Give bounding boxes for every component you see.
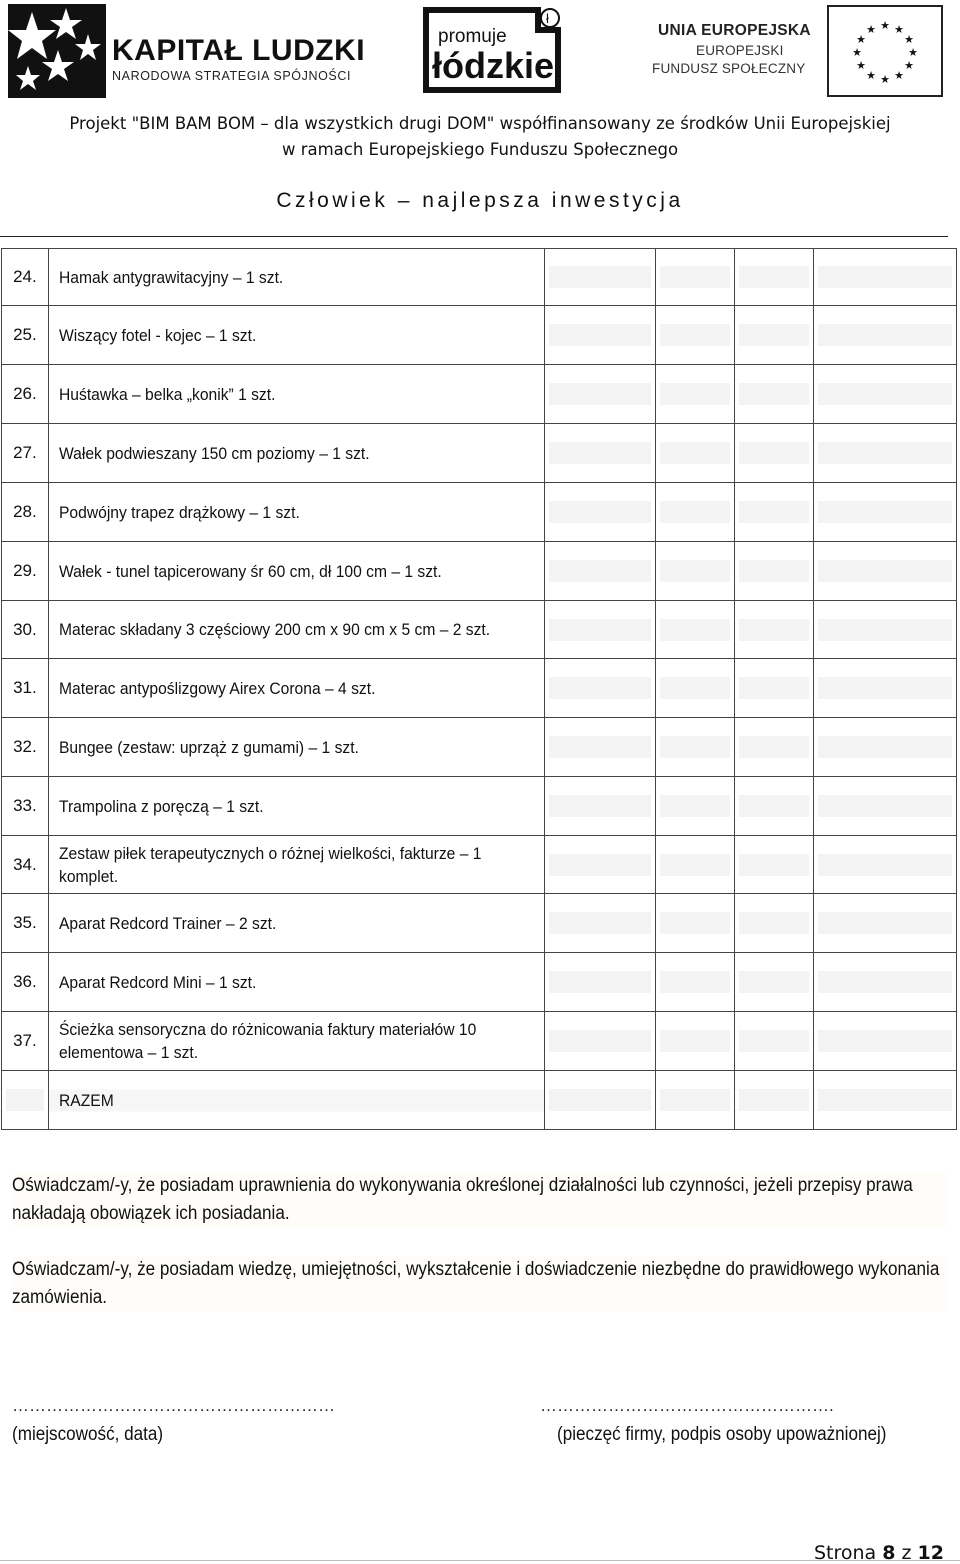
svg-text:★: ★: [856, 60, 866, 72]
price-cell-c4: [814, 718, 957, 777]
item-description: [48, 424, 545, 483]
price-cell-c1: [545, 365, 655, 424]
price-placeholder: [739, 560, 809, 582]
table-row: [2, 777, 957, 836]
item-description: [48, 542, 545, 601]
price-placeholder: [660, 736, 730, 758]
price-placeholder: [549, 912, 650, 934]
declaration-permissions-text: Oświadczam/-y, że posiadam uprawnienia do wykonywania określonej działalności lub czynności, jeżeli przepisy prawa nakładają obowiązek ich posiadania.: [12, 1175, 913, 1224]
item-description: [48, 601, 545, 659]
total-label-text: RAZEM: [58, 1090, 114, 1110]
price-cell-c3: [734, 601, 813, 659]
item-number: 34.: [2, 836, 49, 894]
price-cell-c3: [734, 659, 813, 718]
price-placeholder: [660, 619, 730, 641]
price-cell-c3: [734, 894, 813, 953]
item-description-text: Podwójny trapez drążkowy – 1 szt.: [58, 502, 300, 522]
item-number: 25.: [2, 306, 49, 365]
price-placeholder: [739, 795, 809, 817]
price-cell-c4: [814, 953, 957, 1012]
price-placeholder: [818, 501, 952, 523]
price-placeholder: [660, 266, 730, 288]
item-description-text: Bungee (zestaw: uprząż z gumami) – 1 szt.: [58, 737, 359, 757]
price-cell-c2: [655, 601, 734, 659]
item-description: [48, 953, 545, 1012]
item-description: [48, 659, 545, 718]
table-row: [2, 483, 957, 542]
item-number: 26.: [2, 365, 49, 424]
price-placeholder: [660, 324, 730, 346]
item-number: 37.: [2, 1012, 49, 1071]
price-cell-c3: [734, 836, 813, 894]
item-number: 30.: [2, 601, 49, 659]
price-placeholder: [660, 912, 730, 934]
price-cell-c4: [814, 836, 957, 894]
signature-dots-left: …………………………………………………: [12, 1396, 335, 1415]
price-cell-c1: [545, 249, 655, 306]
price-cell-c1: [545, 953, 655, 1012]
item-description-text: Ścieżka sensoryczna do różnicowania faktury materiałów 10 elementowa – 1 szt.: [58, 1020, 477, 1062]
kapital-ludzki-subtitle: NARODOWA STRATEGIA SPÓJNOŚCI: [112, 69, 352, 83]
price-cell-c4: [814, 306, 957, 365]
item-description-text: Wiszący fotel - kojec – 1 szt.: [58, 325, 257, 345]
price-placeholder: [549, 971, 650, 993]
price-placeholder: [739, 383, 809, 405]
price-cell-c3: [734, 483, 813, 542]
price-cell-c2: [655, 1071, 734, 1130]
price-cell-c1: [545, 424, 655, 483]
item-number: 35.: [2, 894, 49, 953]
declaration-knowledge: [12, 1256, 948, 1312]
price-cell-c2: [655, 542, 734, 601]
ue-line2: EUROPEJSKI: [696, 43, 784, 58]
item-number: 31.: [2, 659, 49, 718]
price-placeholder: [660, 1030, 730, 1052]
svg-text:★: ★: [904, 34, 914, 46]
table-row: [2, 659, 957, 718]
price-placeholder: [549, 619, 650, 641]
price-placeholder: [549, 854, 650, 876]
svg-text:★: ★: [880, 20, 890, 32]
price-placeholder: [660, 795, 730, 817]
price-cell-c2: [655, 1012, 734, 1071]
item-description-text: Aparat Redcord Mini – 1 szt.: [58, 972, 257, 992]
price-placeholder: [660, 560, 730, 582]
table-row: [2, 306, 957, 365]
svg-text:★: ★: [894, 24, 904, 36]
price-placeholder: [549, 1030, 650, 1052]
svg-text:★: ★: [908, 47, 918, 59]
header-divider: [0, 236, 948, 237]
item-description-text: Aparat Redcord Trainer – 2 szt.: [58, 913, 277, 933]
price-cell-c4: [814, 542, 957, 601]
price-cell-c3: [734, 1012, 813, 1071]
item-description: [48, 483, 545, 542]
item-description: [48, 365, 545, 424]
price-cell-c4: [814, 777, 957, 836]
kapital-ludzki-title: KAPITAŁ LUDZKI: [112, 34, 366, 67]
price-placeholder: [739, 971, 809, 993]
svg-text:★: ★: [894, 70, 904, 82]
price-cell-c1: [545, 1071, 655, 1130]
price-cell-c2: [655, 953, 734, 1012]
price-placeholder: [818, 383, 952, 405]
price-cell-c4: [814, 424, 957, 483]
price-cell-c3: [734, 718, 813, 777]
item-description-text: Hamak antygrawitacyjny – 1 szt.: [58, 267, 284, 287]
price-placeholder: [549, 795, 650, 817]
svg-text:★: ★: [904, 60, 914, 72]
price-placeholder: [818, 266, 952, 288]
item-number: 27.: [2, 424, 49, 483]
price-cell-c3: [734, 953, 813, 1012]
price-placeholder: [549, 736, 650, 758]
price-placeholder: [739, 1089, 809, 1111]
item-description-text: Materac antypoślizgowy Airex Corona – 4 szt.: [58, 678, 376, 698]
price-placeholder: [818, 560, 952, 582]
item-number: 28.: [2, 483, 49, 542]
item-description: [48, 777, 545, 836]
svg-text:★: ★: [852, 47, 862, 59]
item-description-text: Wałek podwieszany 150 cm poziomy – 1 szt.: [58, 443, 370, 463]
price-cell-c1: [545, 542, 655, 601]
price-placeholder: [818, 736, 952, 758]
price-cell-c1: [545, 836, 655, 894]
svg-text:ł: ł: [546, 11, 549, 26]
price-cell-c4: [814, 601, 957, 659]
price-cell-c4: [814, 365, 957, 424]
items-table: [1, 248, 957, 1130]
table-row: [2, 424, 957, 483]
promuje-lodzkie-logo-icon: [420, 6, 566, 94]
table-row: [2, 718, 957, 777]
price-cell-c1: [545, 659, 655, 718]
price-cell-c4: [814, 249, 957, 306]
price-placeholder: [818, 619, 952, 641]
item-description: [48, 836, 545, 894]
item-description-text: Trampolina z poręczą – 1 szt.: [58, 796, 264, 816]
price-cell-c4: [814, 659, 957, 718]
price-placeholder: [818, 1030, 952, 1052]
price-cell-c4: [814, 483, 957, 542]
price-placeholder: [739, 677, 809, 699]
item-number: 33.: [2, 777, 49, 836]
table-row: [2, 1012, 957, 1071]
ue-line3: FUNDUSZ SPOŁECZNY: [652, 61, 806, 76]
price-cell-c1: [545, 718, 655, 777]
price-placeholder: [739, 1030, 809, 1052]
footer-divider: [0, 1560, 960, 1561]
price-placeholder: [739, 266, 809, 288]
price-cell-c2: [655, 777, 734, 836]
price-cell-c1: [545, 483, 655, 542]
price-cell-c1: [545, 1012, 655, 1071]
price-placeholder: [739, 324, 809, 346]
price-cell-c3: [734, 306, 813, 365]
price-cell-c2: [655, 718, 734, 777]
item-description: [48, 1012, 545, 1071]
price-cell-c2: [655, 483, 734, 542]
kapital-ludzki-logo-icon: [8, 4, 106, 98]
price-placeholder: [818, 677, 952, 699]
price-placeholder: [660, 501, 730, 523]
price-placeholder: [549, 442, 650, 464]
price-cell-c4: [814, 1012, 957, 1071]
price-placeholder: [549, 501, 650, 523]
lodz-top-text: promuje: [438, 26, 507, 47]
price-cell-c3: [734, 249, 813, 306]
item-description: [48, 718, 545, 777]
svg-text:★: ★: [866, 24, 876, 36]
declaration-knowledge-text: Oświadczam/-y, że posiadam wiedzę, umiejętności, wykształcenie i doświadczenie niezbędne do prawidłowego wykonania zamówienia.: [12, 1259, 940, 1308]
header-logos: [0, 0, 960, 100]
price-cell-c4: [814, 894, 957, 953]
price-cell-c1: [545, 601, 655, 659]
svg-text:★: ★: [880, 74, 890, 86]
price-placeholder: [549, 266, 650, 288]
stamp-signature-label: (pieczęć firmy, podpis osoby upoważnionej): [557, 1424, 887, 1445]
price-placeholder: [818, 324, 952, 346]
price-cell-c3: [734, 424, 813, 483]
price-placeholder: [549, 560, 650, 582]
item-description: [48, 249, 545, 306]
price-cell-c1: [545, 894, 655, 953]
item-number: 32.: [2, 718, 49, 777]
item-description: [48, 894, 545, 953]
item-description-text: Materac składany 3 częściowy 200 cm x 90 cm x 5 cm – 2 szt.: [58, 620, 490, 639]
total-row: [2, 1071, 957, 1130]
total-placeholder: [6, 1089, 44, 1111]
svg-text:★: ★: [856, 34, 866, 46]
price-placeholder: [739, 442, 809, 464]
item-description-text: Huśtawka – belka „konik” 1 szt.: [58, 384, 276, 404]
price-placeholder: [739, 501, 809, 523]
price-placeholder: [739, 912, 809, 934]
price-placeholder: [739, 854, 809, 876]
price-placeholder: [739, 619, 809, 641]
table-row: [2, 542, 957, 601]
price-placeholder: [818, 971, 952, 993]
svg-text:★: ★: [866, 70, 876, 82]
declaration-permissions: [12, 1172, 948, 1228]
table-row: [2, 953, 957, 1012]
table-row: [2, 894, 957, 953]
price-cell-c2: [655, 894, 734, 953]
price-cell-c4: [814, 1071, 957, 1130]
page-number: Strona 8 z 12: [813, 1542, 944, 1564]
item-number: 36.: [2, 953, 49, 1012]
price-placeholder: [549, 383, 650, 405]
price-cell-c3: [734, 542, 813, 601]
eu-flag-icon: [827, 5, 943, 97]
price-cell-c1: [545, 777, 655, 836]
price-placeholder: [818, 442, 952, 464]
price-placeholder: [660, 1089, 730, 1111]
price-placeholder: [818, 854, 952, 876]
price-cell-c2: [655, 249, 734, 306]
price-placeholder: [660, 383, 730, 405]
table-row: [2, 836, 957, 894]
price-placeholder: [549, 324, 650, 346]
item-description-text: Zestaw piłek terapeutycznych o różnej wielkości, fakturze – 1 komplet.: [58, 843, 482, 886]
price-cell-c1: [545, 306, 655, 365]
price-placeholder: [660, 442, 730, 464]
motto: Człowiek – najlepsza inwestycja: [276, 189, 684, 212]
price-placeholder: [660, 971, 730, 993]
price-placeholder: [818, 795, 952, 817]
price-cell-c2: [655, 365, 734, 424]
project-line-2: w ramach Europejskiego Funduszu Społecznego: [281, 140, 679, 159]
item-description-text: Wałek - tunel tapicerowany śr 60 cm, dł 100 cm – 1 szt.: [58, 561, 442, 581]
price-cell-c2: [655, 306, 734, 365]
price-placeholder: [549, 1089, 650, 1111]
signature-dots-right: …………………………………………….: [540, 1396, 834, 1415]
price-placeholder: [660, 677, 730, 699]
price-cell-c3: [734, 777, 813, 836]
price-placeholder: [549, 677, 650, 699]
price-cell-c2: [655, 424, 734, 483]
price-placeholder: [818, 1089, 952, 1111]
price-cell-c3: [734, 1071, 813, 1130]
item-description: [48, 306, 545, 365]
table-row: [2, 249, 957, 306]
price-placeholder: [660, 854, 730, 876]
total-number-cell: [2, 1071, 49, 1130]
total-label: [48, 1071, 545, 1130]
place-date-label: (miejscowość, data): [12, 1424, 164, 1445]
item-number: 29.: [2, 542, 49, 601]
price-cell-c3: [734, 365, 813, 424]
ue-title: UNIA EUROPEJSKA: [658, 22, 811, 39]
project-line-1: Projekt "BIM BAM BOM – dla wszystkich drugi DOM" współfinansowany ze środków Unii Europejskiej: [69, 114, 891, 133]
price-placeholder: [739, 736, 809, 758]
table-row: [2, 365, 957, 424]
price-cell-c2: [655, 659, 734, 718]
lodz-main-text: łódzkie: [432, 45, 555, 86]
item-number: 24.: [2, 249, 49, 306]
price-cell-c2: [655, 836, 734, 894]
price-placeholder: [818, 912, 952, 934]
table-row: [2, 601, 957, 659]
